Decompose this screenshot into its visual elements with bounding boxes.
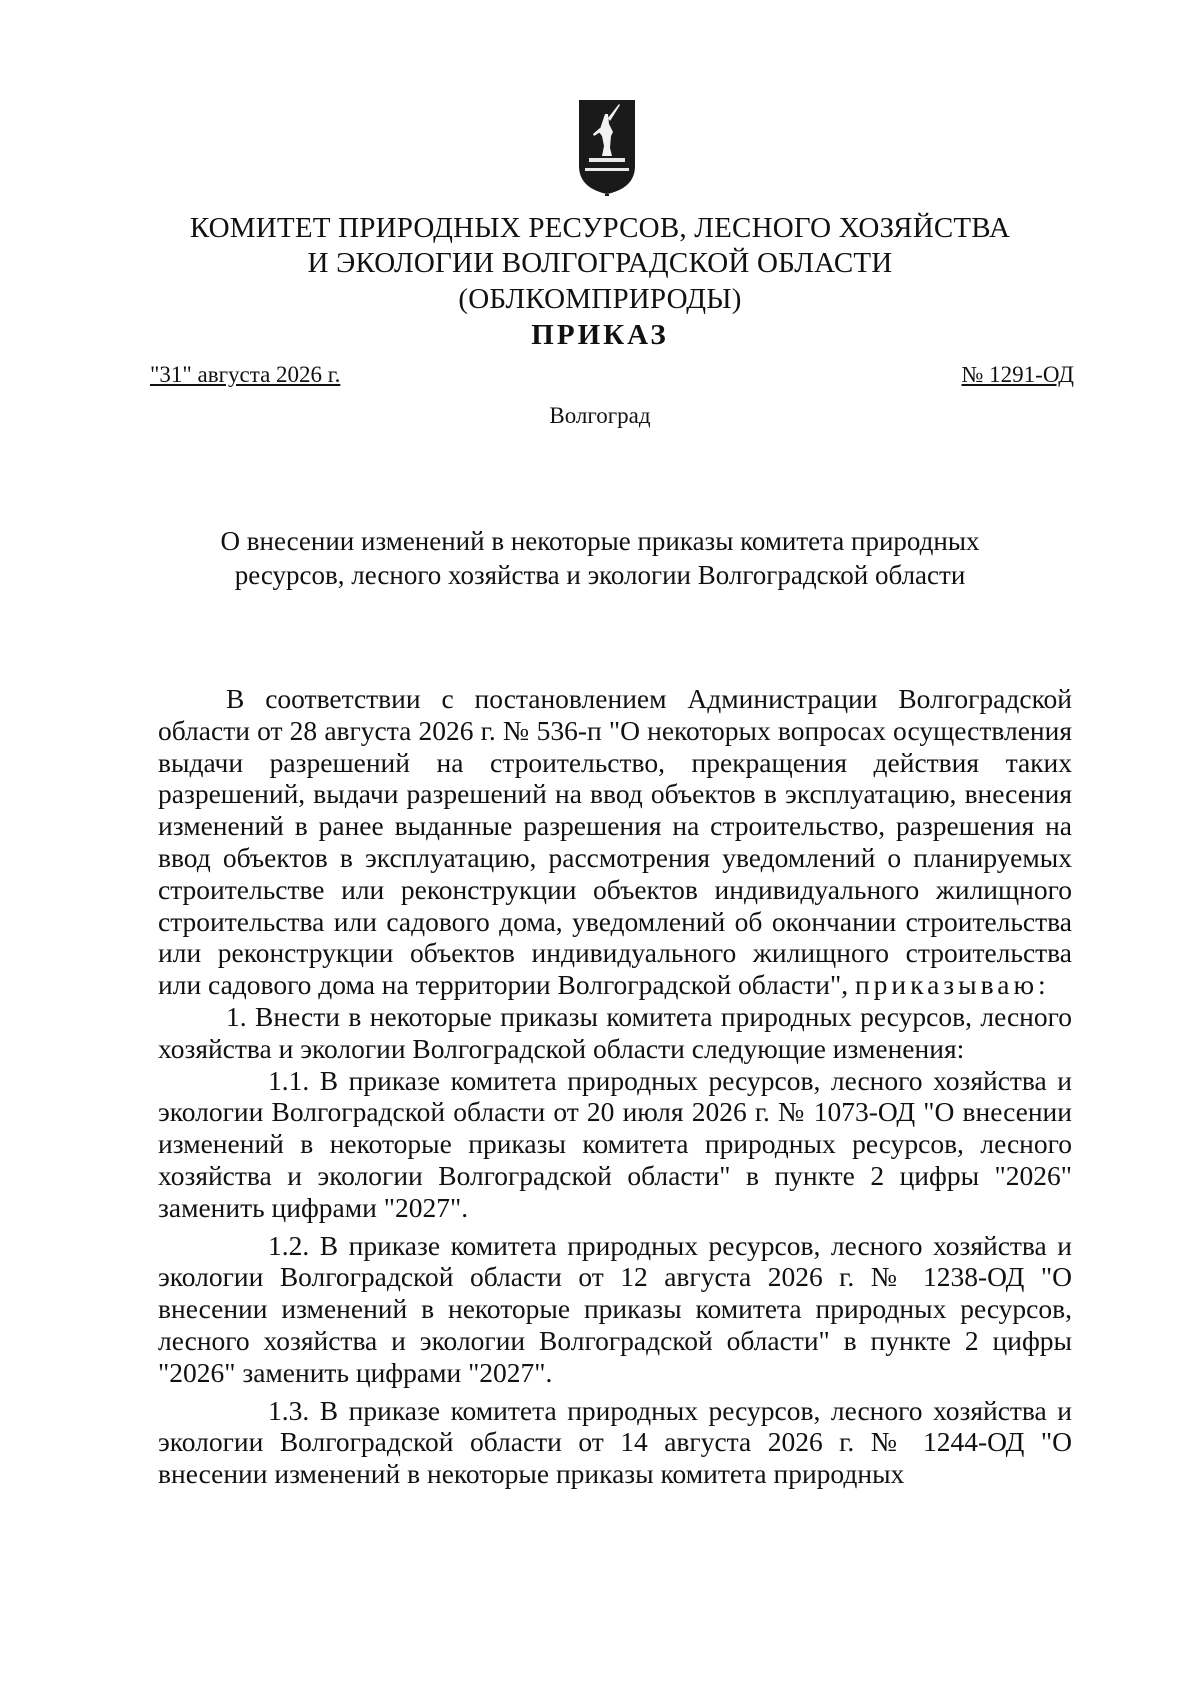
document-date: "31" августа 2026 г. (150, 362, 341, 387)
title-line-1: О внесении изменений в некоторые приказы комитета природных (220, 526, 980, 556)
preamble-text: В соответствии с постановлением Администрации Волгоградской области от 28 августа 2026 г. № 536-п "О некоторых вопросах осуществления выдачи разрешений на строительство, прекращения действия таких разрешений, выдачи разрешений на ввод объектов в эксплуатацию, внесения изменений в ранее выданные разрешения на строительство, разрешения на ввод объектов в эксплуатацию, рассмотрения уведомлений о планируемых строительстве или реконструкции объектов индивидуального жилищного строительства или садового дома, уведомлений об окончании строительства или реконструкции объектов индивидуального жилищного строительства или садового дома на территории Волгоградской области", (158, 683, 1072, 1001)
coat-of-arms-icon (575, 96, 639, 196)
order-word: приказываю: (854, 969, 1050, 1001)
document-body (158, 683, 1072, 1490)
item-1-2-paragraph: 1.2. В приказе комитета природных ресурсов, лесного хозяйства и экологии Волгоградской области от 12 августа 2026 г. № 1238-ОД "О внесении изменений в некоторые приказы комитета природных ресурсов, лесного хозяйства и экологии Волгоградской области" в пункте 2 цифры "2026" заменить цифрами "2027". (158, 1229, 1072, 1388)
organization-name-line-2: И ЭКОЛОГИИ ВОЛГОГРАДСКОЙ ОБЛАСТИ (307, 247, 893, 279)
document-number: № 1291-ОД (961, 362, 1074, 387)
title-line-2: ресурсов, лесного хозяйства и экологии Волгоградской области (234, 560, 966, 590)
organization-abbreviation: (ОБЛКОМПРИРОДЫ) (458, 283, 742, 315)
document-type: ПРИКАЗ (531, 319, 669, 351)
item-1-1-paragraph: 1.1. В приказе комитета природных ресурсов, лесного хозяйства и экологии Волгоградской области от 20 июля 2026 г. № 1073-ОД "О внесении изменений в некоторые приказы комитета природных ресурсов, лесного хозяйства и экологии Волгоградской области" в пункте 2 цифры "2026" заменить цифрами "2027". (158, 1064, 1072, 1223)
document-title (160, 524, 1040, 592)
preamble-paragraph (158, 683, 1072, 1001)
item-1-3-paragraph: 1.3. В приказе комитета природных ресурсов, лесного хозяйства и экологии Волгоградской области от 14 августа 2026 г. № 1244-ОД "О внесении изменений в некоторые приказы комитета природных (158, 1394, 1072, 1490)
organization-name-line-1: КОМИТЕТ ПРИРОДНЫХ РЕСУРСОВ, ЛЕСНОГО ХОЗЯЙСТВА (189, 212, 1011, 244)
document-city: Волгоград (549, 403, 651, 428)
item-1-paragraph: 1. Внести в некоторые приказы комитета природных ресурсов, лесного хозяйства и экологии Волгоградской области следующие изменения: (158, 1000, 1072, 1064)
